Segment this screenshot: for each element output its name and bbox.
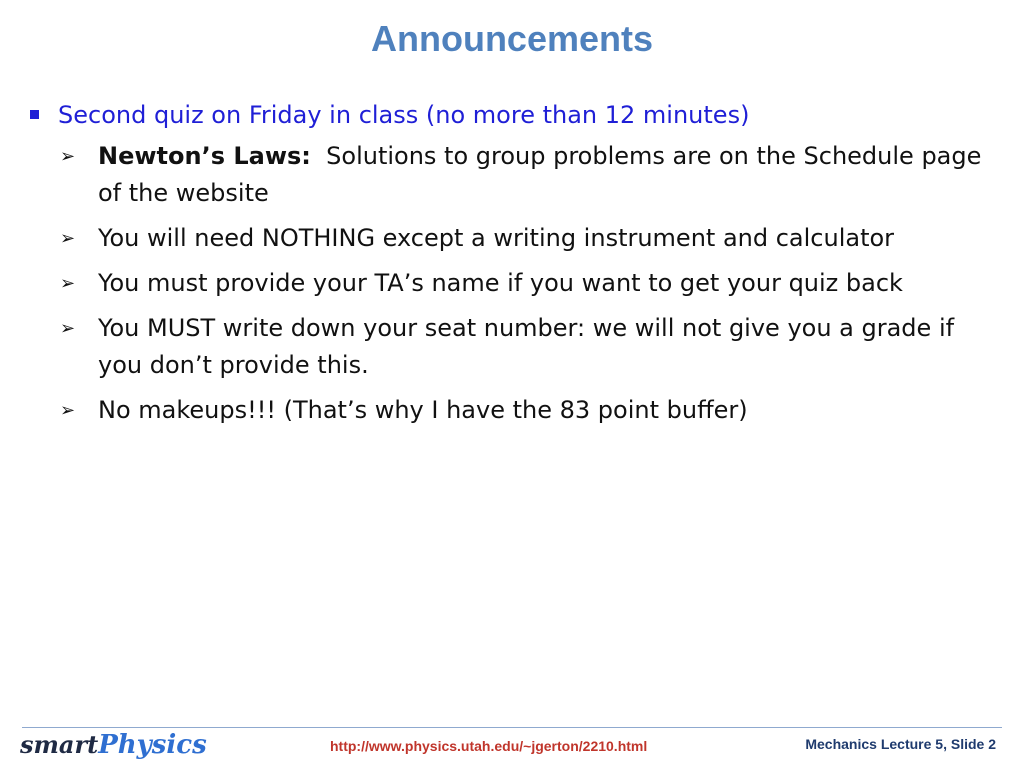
sub-bullet-text: No makeups!!! (That’s why I have the 83 point buffer) bbox=[98, 396, 748, 424]
sub-bullet-bold: Newton’s Laws: bbox=[98, 142, 311, 170]
sub-bullet-text: You MUST write down your seat number: we will not give you a grade if you don’t provide this. bbox=[98, 314, 955, 379]
sub-bullet-item bbox=[28, 310, 998, 384]
sub-bullet-text: Solutions to group problems are on the Schedule page of the website bbox=[98, 142, 990, 207]
footer-slide-label: Mechanics Lecture 5, Slide 2 bbox=[805, 736, 996, 752]
slide-title: Announcements bbox=[370, 18, 654, 59]
smartphysics-logo bbox=[20, 730, 207, 760]
sub-bullet-item bbox=[28, 392, 998, 429]
footer-url-link[interactable]: http://www.physics.utah.edu/~jgerton/2210.html bbox=[330, 738, 648, 754]
footer-divider bbox=[22, 727, 1002, 728]
arrow-bullet-icon: ➢ bbox=[60, 400, 76, 421]
sub-bullet-text: You must provide your TA’s name if you want to get your quiz back bbox=[98, 269, 903, 297]
sub-bullet-item bbox=[28, 265, 998, 302]
arrow-bullet-icon: ➢ bbox=[60, 273, 76, 294]
arrow-bullet-icon: ➢ bbox=[60, 318, 76, 339]
main-bullet-item bbox=[28, 96, 998, 134]
logo-smart-text: smart bbox=[20, 730, 99, 759]
main-bullet-text: Second quiz on Friday in class (no more than 12 minutes) bbox=[58, 101, 750, 129]
logo-physics-text: Physics bbox=[98, 730, 207, 760]
arrow-bullet-icon: ➢ bbox=[60, 228, 76, 249]
sub-bullet-item bbox=[28, 138, 998, 212]
sub-bullet-item bbox=[28, 220, 998, 257]
square-bullet-icon bbox=[30, 110, 39, 119]
slide-content bbox=[28, 96, 998, 437]
arrow-bullet-icon: ➢ bbox=[60, 146, 76, 167]
sub-bullet-text: You will need NOTHING except a writing instrument and calculator bbox=[98, 224, 895, 252]
